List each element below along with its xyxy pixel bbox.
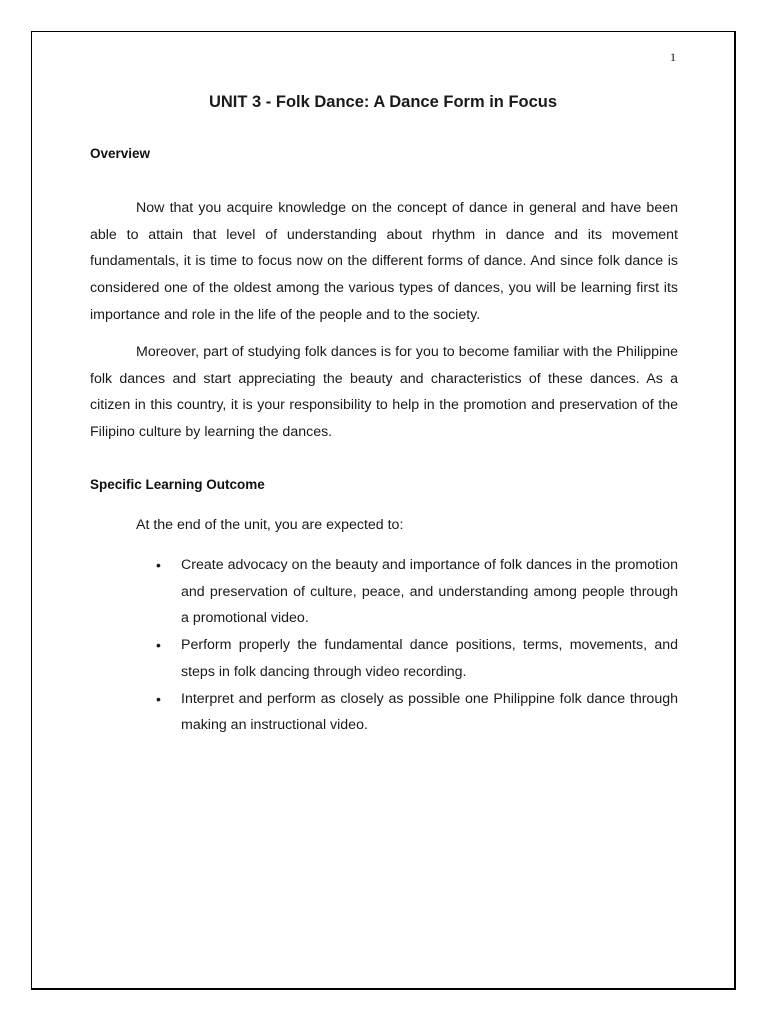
document-page: [31, 31, 736, 990]
bullet-icon: •: [156, 690, 161, 707]
list-item-text: Create advocacy on the beauty and importance of folk dances in the promotion and preservation of culture, peace, and understanding among people through a promotional video.: [181, 557, 678, 627]
overview-paragraph-2: Moreover, part of studying folk dances is for you to become familiar with the Philippine folk dances and start appreciating the beauty and characteristics of these dances. As a citizen in this country, it is your responsibility to help in the promotion and preservation of the Filipino culture by learning the dances.: [90, 344, 678, 441]
list-item-text: Interpret and perform as closely as possible one Philippine folk dance through making an instructional video.: [181, 690, 678, 734]
bullet-icon: •: [156, 637, 161, 654]
learning-outcome-list: [136, 552, 678, 739]
list-item-text: Perform properly the fundamental dance positions, terms, movements, and steps in folk dancing through video recording.: [181, 637, 678, 680]
overview-paragraph-1: Now that you acquire knowledge on the concept of dance in general and have been able to attain that level of understanding about rhythm in dance and its movement fundamentals, it is time to focus now on the different forms of dance. And since folk dance is considered one of the oldest among the various types of dances, you will be learning first its importance and role in the life of the people and to the society.: [90, 200, 678, 323]
overview-heading: Overview: [90, 146, 151, 161]
list-item: [136, 552, 678, 632]
learning-outcome-intro: At the end of the unit, you are expected to:: [136, 517, 404, 533]
page-title: UNIT 3 - Folk Dance: A Dance Form in Focus: [208, 93, 558, 111]
learning-outcome-heading: Specific Learning Outcome: [90, 477, 265, 492]
bullet-icon: •: [156, 557, 161, 573]
list-item: [136, 632, 678, 685]
list-item: [136, 686, 678, 739]
page-number: 1: [670, 50, 676, 64]
